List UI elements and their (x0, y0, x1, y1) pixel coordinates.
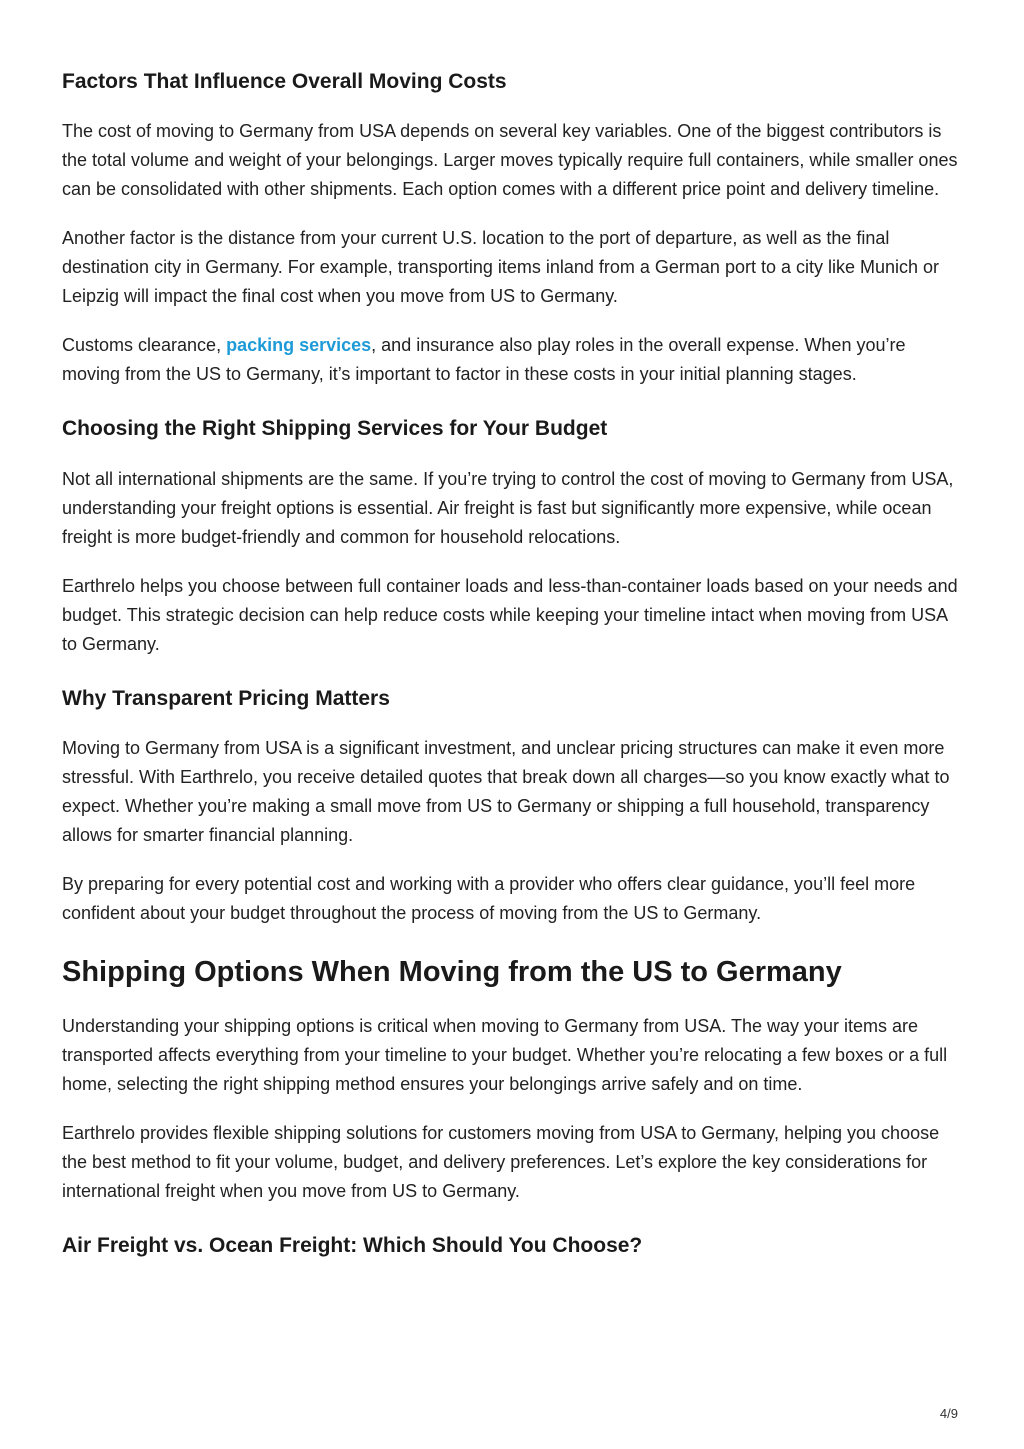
paragraph (62, 331, 967, 389)
main-heading-shipping-options: Shipping Options When Moving from the US to Germany (62, 955, 842, 988)
section-heading-air-vs-ocean: Air Freight vs. Ocean Freight: Which Should You Choose? (62, 1234, 643, 1258)
packing-services-link[interactable]: packing services (226, 335, 372, 356)
paragraph: Earthrelo helps you choose between full container loads and less-than-container loads based on your needs and budget. This strategic decision can help reduce costs while keeping your timeline intact when moving from USA to Germany. (62, 575, 958, 654)
section-heading-shipping-services: Choosing the Right Shipping Services for Your Budget (62, 417, 608, 441)
section-heading-moving-costs: Factors That Influence Overall Moving Costs (62, 70, 507, 93)
paragraph: Not all international shipments are the same. If you’re trying to control the cost of moving to Germany from USA, understanding your freight options is essential. Air freight is fast but significantly more expensive, while ocean freight is more budget-friendly and common for household relocations. (62, 468, 954, 547)
paragraph: The cost of moving to Germany from USA depends on several key variables. One of the biggest contributors is the total volume and weight of your belongings. Larger moves typically require full containers, while smaller ones can be consolidated with other shipments. Each option comes with a different price point and delivery timeline. (62, 121, 958, 200)
paragraph-text: Customs clearance, (62, 335, 227, 356)
document-page (62, 68, 967, 1281)
paragraph: Understanding your shipping options is critical when moving to Germany from USA. The way your items are transported affects everything from your timeline to your budget. Whether you’re relocating a few boxes or a full home, selecting the right shipping method ensures your belongings arrive safely and on time. (62, 1016, 948, 1095)
paragraph: By preparing for every potential cost and working with a provider who offers clear guidance, you’ll feel more confident about your budget throughout the process of moving from the US to Germany. (62, 873, 916, 923)
section-heading-transparent-pricing: Why Transparent Pricing Matters (62, 686, 390, 710)
page-number: 4/9 (939, 1406, 958, 1421)
paragraph: Another factor is the distance from your current U.S. location to the port of departure, as well as the final destination city in Germany. For example, transporting items inland from a German port to a city like Munich or Leipzig will impact the final cost when you move from US to Germany. (62, 228, 940, 307)
paragraph: Earthrelo provides flexible shipping solutions for customers moving from USA to Germany, helping you choose the best method to fit your volume, budget, and delivery preferences. Let’s explore the key considerations for international freight when you move from US to Germany. (62, 1123, 940, 1202)
paragraph: Moving to Germany from USA is a significant investment, and unclear pricing structures can make it even more stressful. With Earthrelo, you receive detailed quotes that break down all charges—so you know exactly what to expect. Whether you’re making a small move from US to Germany or shipping a full household, transparency allows for smarter financial planning. (62, 737, 950, 845)
paragraph-text: , and insurance also play roles in the overall expense. When you’re moving from the US to Germany, it’s important to factor in these costs in your initial planning stages. (62, 335, 906, 385)
